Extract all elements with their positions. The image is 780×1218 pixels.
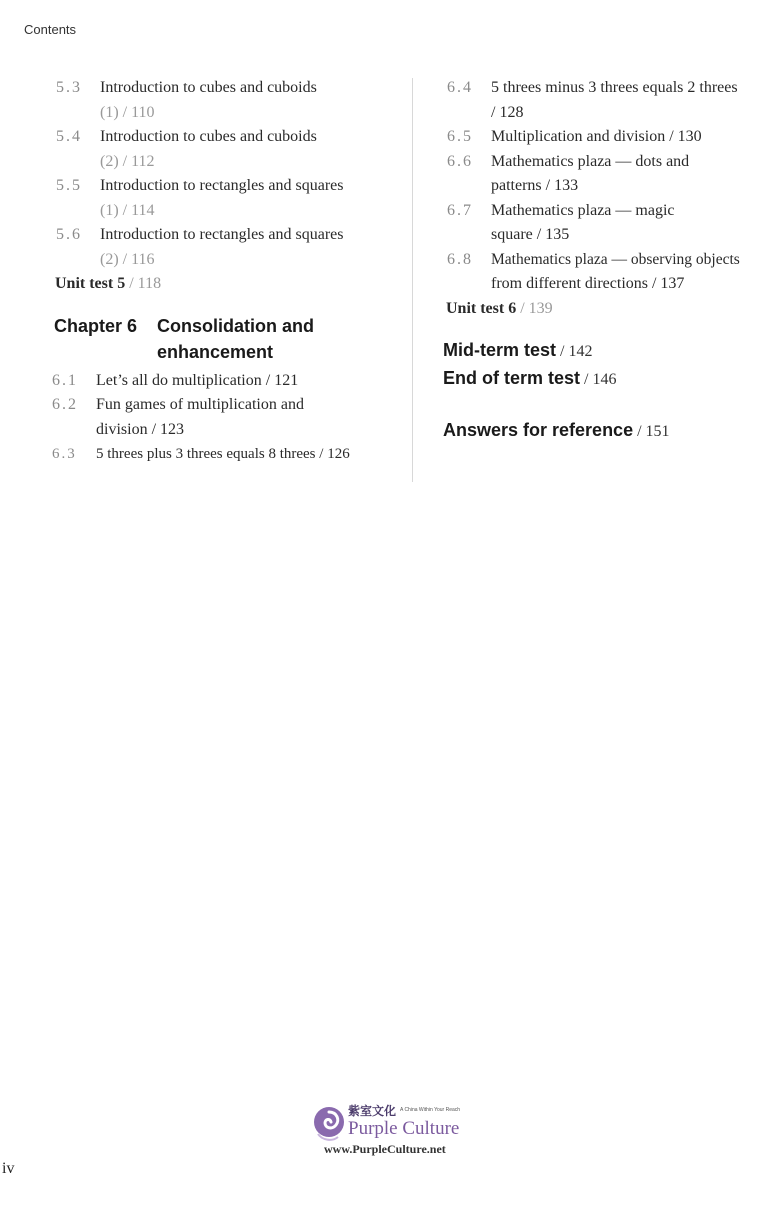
- entry-page: (2) / 116: [100, 250, 155, 268]
- mid-term-test-entry[interactable]: [443, 337, 778, 365]
- toc-entry-6-1[interactable]: [52, 369, 392, 394]
- logo-chinese-text: 紫室文化: [348, 1104, 397, 1118]
- entry-title: Introduction to rectangles and squares: [100, 226, 344, 243]
- end-of-term-test-entry[interactable]: [443, 365, 778, 393]
- entry-title: Introduction to rectangles and squares: [100, 177, 344, 194]
- unit-test-5-entry[interactable]: [55, 272, 392, 297]
- toc-entry-6-7[interactable]: [443, 199, 778, 248]
- unit-test-page: / 139: [516, 299, 553, 317]
- toc-left-column: [52, 76, 392, 467]
- mid-term-test-label: Mid-term test: [443, 340, 557, 360]
- purple-culture-logo: [312, 1100, 492, 1160]
- logo-url: www.PurpleCulture.net: [324, 1142, 446, 1156]
- running-head: Contents: [24, 22, 77, 37]
- mid-term-test-page: / 142: [556, 343, 593, 360]
- entry-title: Mathematics plaza — dots and: [491, 152, 690, 170]
- logo-tagline: A China Within Your Reach: [400, 1107, 461, 1113]
- entry-page: (1) / 110: [100, 103, 155, 121]
- entry-title: Introduction to cubes and cuboids: [100, 128, 317, 145]
- toc-entry-6-3[interactable]: [52, 442, 392, 467]
- section-number: 5.6: [56, 226, 82, 243]
- chapter-label: Chapter 6: [54, 315, 138, 336]
- section-number: 5.5: [56, 177, 82, 194]
- toc-entry-6-2[interactable]: [52, 393, 392, 442]
- entry-title: Multiplication and division / 130: [491, 128, 702, 145]
- section-number: 6.6: [447, 152, 473, 170]
- column-divider: [412, 78, 413, 482]
- section-number: 6.8: [447, 250, 473, 268]
- toc-right-column: [443, 76, 778, 445]
- entry-page: (2) / 112: [100, 152, 155, 170]
- entry-title: Let’s all do multiplication / 121: [96, 371, 299, 389]
- page-number: iv: [2, 1160, 15, 1177]
- entry-page: square / 135: [491, 226, 570, 243]
- chapter-6-heading[interactable]: [52, 313, 392, 365]
- toc-entry-5-3[interactable]: [52, 76, 392, 125]
- entry-page: patterns / 133: [491, 177, 579, 194]
- entry-title: 5 threes plus 3 threes equals 8 threes / 126: [96, 446, 350, 462]
- entry-title: Mathematics plaza — magic: [491, 201, 675, 219]
- toc-entry-5-5[interactable]: [52, 174, 392, 223]
- section-number: 6.2: [52, 396, 78, 413]
- toc-entry-6-8[interactable]: [443, 248, 778, 297]
- entry-title: 5 threes minus 3 threes equals 2 threes: [491, 79, 738, 96]
- section-number: 6.3: [52, 446, 77, 462]
- unit-test-label: Unit test 6: [446, 299, 517, 317]
- chapter-title-line-1: Consolidation and: [157, 315, 314, 336]
- unit-test-page: / 118: [125, 275, 162, 292]
- logo-name: Purple Culture: [348, 1118, 460, 1139]
- toc-entry-6-4[interactable]: [443, 76, 778, 125]
- chapter-title-line-2: enhancement: [157, 341, 274, 362]
- toc-entry-6-5[interactable]: [443, 125, 778, 150]
- answers-label: Answers for reference: [443, 420, 634, 440]
- entry-title: Mathematics plaza — observing objects: [491, 250, 740, 268]
- entry-page: from different directions / 137: [491, 275, 685, 292]
- entry-page: / 128: [491, 103, 524, 121]
- answers-page: / 151: [633, 423, 670, 440]
- entry-page: division / 123: [96, 420, 185, 438]
- toc-entry-6-6[interactable]: [443, 150, 778, 199]
- section-number: 6.5: [447, 128, 473, 145]
- section-number: 5.3: [56, 79, 82, 96]
- entry-title: Fun games of multiplication and: [96, 396, 304, 413]
- section-number: 6.1: [52, 371, 78, 389]
- unit-test-label: Unit test 5: [55, 275, 126, 292]
- answers-entry[interactable]: [443, 417, 778, 445]
- unit-test-6-entry[interactable]: [446, 297, 778, 322]
- section-number: 5.4: [56, 128, 82, 145]
- section-number: 6.4: [447, 79, 473, 96]
- end-of-term-test-page: / 146: [580, 371, 617, 388]
- end-of-term-test-label: End of term test: [443, 368, 581, 388]
- entry-page: (1) / 114: [100, 201, 155, 219]
- swirl-logo-icon: [312, 1104, 346, 1144]
- toc-entry-5-4[interactable]: [52, 125, 392, 174]
- entry-title: Introduction to cubes and cuboids: [100, 79, 317, 96]
- toc-entry-5-6[interactable]: [52, 223, 392, 272]
- section-number: 6.7: [447, 201, 473, 219]
